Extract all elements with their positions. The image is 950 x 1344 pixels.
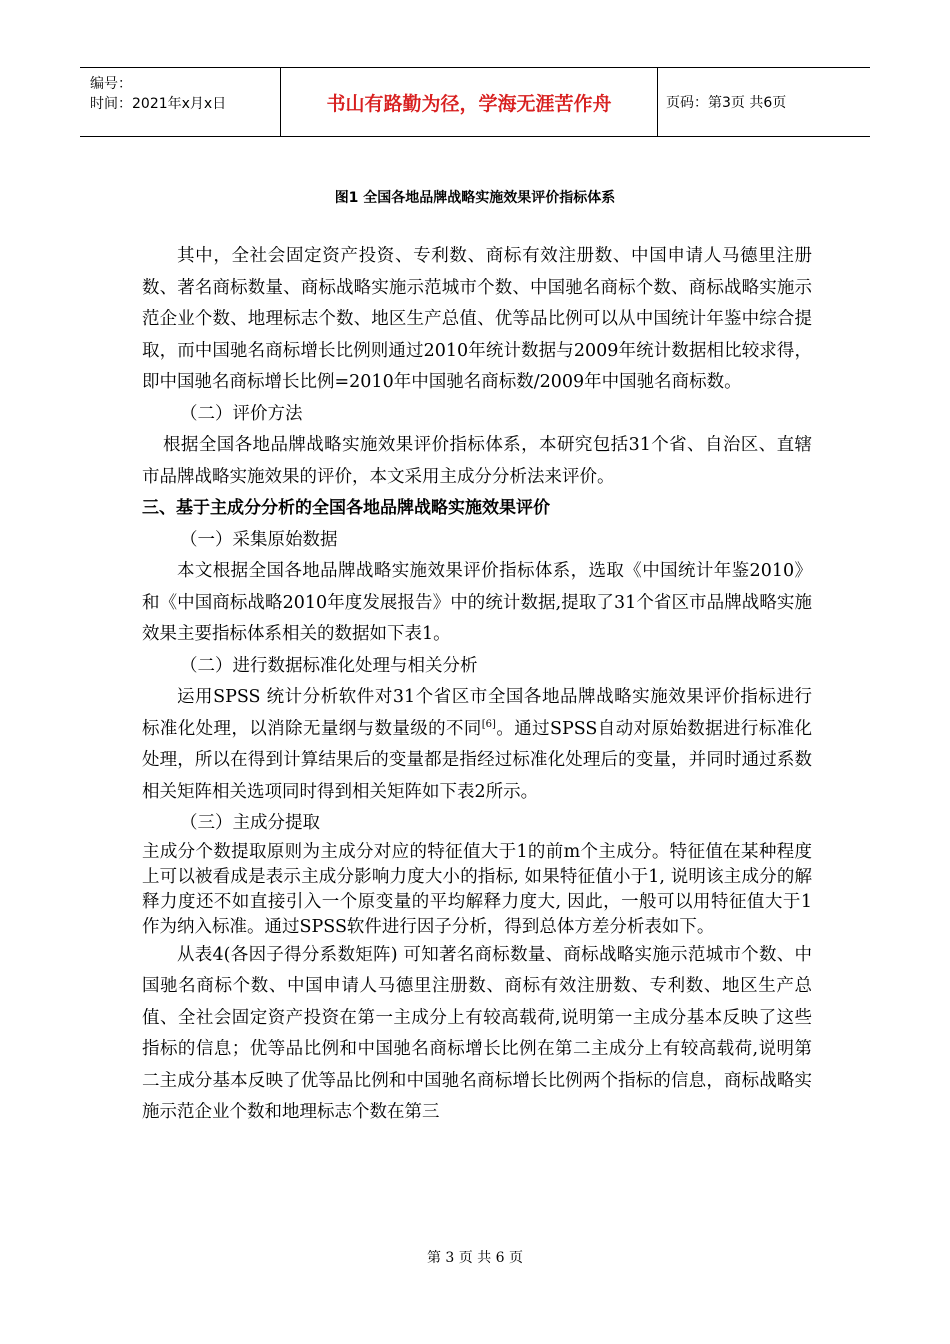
- header-page-info: 页码：第3页 共6页: [666, 95, 787, 111]
- page-footer: 第 3 页 共 6 页: [426, 1250, 524, 1266]
- paragraph-factor-loadings: 从表4(各因子得分系数矩阵) 可知著名商标数量、商标战略实施示范城市个数、中国驰名商标个数、中国申请人马德里注册数、商标有效注册数、专利数、地区生产总值、全社会固定资产投资在第一主成分上有较高载荷,说明第一主成分基本反映了这些指标的信息；优等品比例和中国驰名商标增长比例在第二主成分上有较高载荷,说明第二主成分基本反映了优等品比例和中国驰名商标增长比例两个指标的信息，商标战略实施示范企业个数和地理标志个数在第三: [142, 944, 812, 1122]
- subheading-standardization: （二）进行数据标准化处理与相关分析: [180, 655, 478, 676]
- subheading-component-extraction: （三）主成分提取: [180, 813, 320, 833]
- main-content: [142, 241, 812, 1129]
- paragraph-collect-data: 本文根据全国各地品牌战略实施效果评价指标体系，选取《中国统计年鉴2010》和《中国商标战略2010年度发展报告》中的统计数据,提取了31个省区市品牌战略实施效果主要指标体系相关的数据如下表1。: [142, 561, 812, 644]
- figure-caption: 图1 全国各地品牌战略实施效果评价指标体系: [334, 190, 616, 206]
- subheading-evaluation-method: （二）评价方法: [180, 403, 303, 424]
- paragraph-evaluation-method: 根据全国各地品牌战略实施效果评价指标体系，本研究包括31个省、自治区、直辖市品牌战略实施效果的评价，本文采用主成分分析法来评价。: [142, 435, 812, 487]
- citation-reference: [6]: [481, 718, 496, 730]
- paragraph-standardization: [142, 682, 812, 808]
- paragraph-component-extraction: 主成分个数提取原则为主成分对应的特征值大于1的前m个主成分。特征值在某种程度上可以被看成是表示主成分影响力度大小的指标, 如果特征值小于1, 说明该主成分的解释力度还不如直接引入一个原变量的平均解释力度大, 因此，一般可以用特征值大于1 作为纳入标准。通过SPSS软件进行因子分析，得到总体方差分析表如下。: [142, 841, 812, 937]
- paragraph-data-sources: 其中，全社会固定资产投资、专利数、商标有效注册数、中国申请人马德里注册数、著名商标数量、商标战略实施示范城市个数、中国驰名商标个数、商标战略实施示范企业个数、地理标志个数、地区生产总值、优等品比例可以从中国统计年鉴中综合提取，而中国驰名商标增长比例则通过2010年统计数据与2009年统计数据相比较求得，即中国驰名商标增长比例=2010年中国驰名商标数/2009年中国驰名商标数。: [142, 246, 812, 392]
- number-label: 编号：: [90, 76, 132, 92]
- standardization-text-b: 。通过SPSS自动对原始数据进行标准化处理，所以在得到计算结果后的变量都是指经过标准化处理后的变量，并同时通过系数相关矩阵相关选项同时得到相关矩阵如下表2所示。: [142, 718, 813, 802]
- standardization-text-a: 运用SPSS 统计分析软件对31个省区市全国各地品牌战略实施效果评价指标进行标准化处理，以消除无量纲与数量级的不同: [142, 687, 812, 739]
- header-meta-cell: [80, 68, 281, 136]
- date-label: 时间：2021年x月x日: [90, 96, 227, 112]
- subheading-collect-data: （一）采集原始数据: [180, 529, 338, 550]
- page-header-table: [80, 67, 870, 137]
- section-heading-3: 三、基于主成分分析的全国各地品牌战略实施效果评价: [142, 498, 550, 518]
- header-motto: 书山有路勤为径，学海无涯苦作舟: [281, 68, 658, 136]
